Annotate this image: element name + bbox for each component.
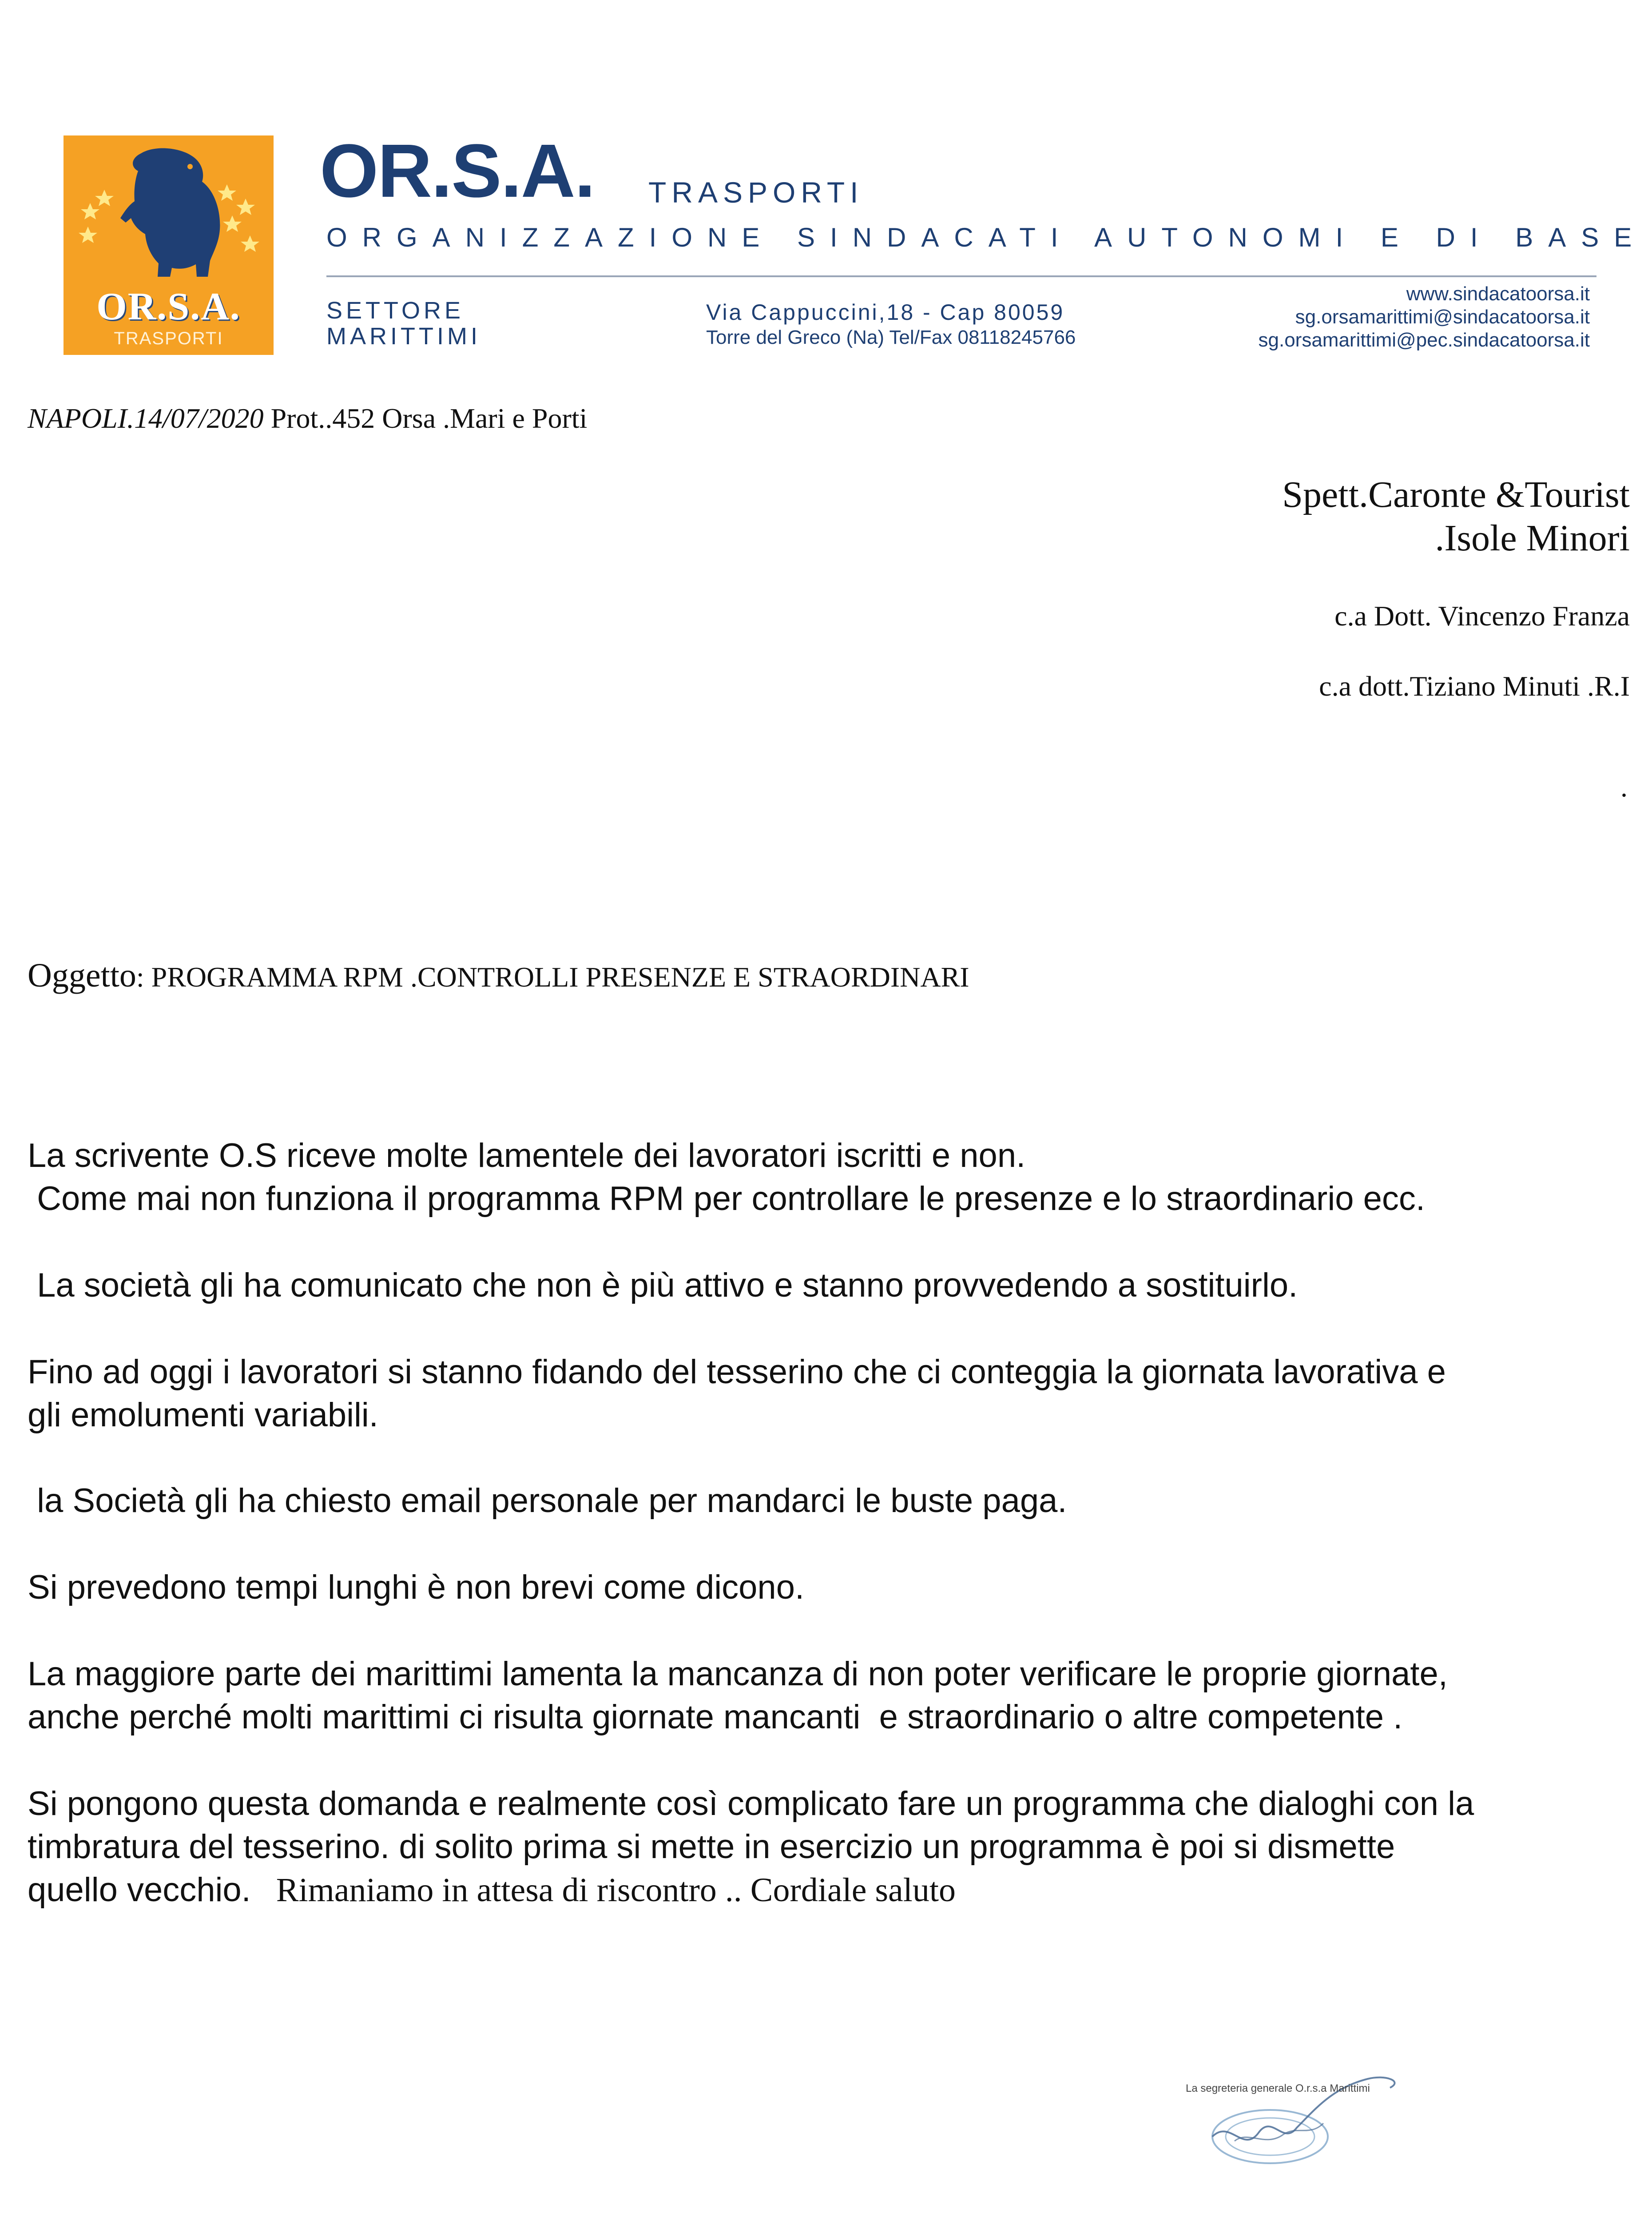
- paragraph-line: La società gli ha comunicato che non è più attivo e stanno provvedendo a sostituirlo.: [28, 1266, 1298, 1304]
- logo-text: OR.S.A.: [96, 285, 241, 328]
- stamp-label: La segreteria generale O.r.s.a Marittimi: [1186, 2082, 1370, 2094]
- paragraph-line: anche perché molti marittimi ci risulta giornate mancanti e straordinario o altre competente .: [28, 1698, 1403, 1736]
- sector-label-line1: SETTORE: [326, 297, 465, 324]
- sector-label-line2: MARITTIMI: [326, 323, 481, 350]
- brand-suffix: TRASPORTI: [648, 176, 864, 209]
- paragraph-line: La scrivente O.S riceve molte lamentele dei lavoratori iscritti e non.: [28, 1137, 1026, 1174]
- paragraph-line: quello vecchio.: [28, 1871, 251, 1909]
- letter-date: NAPOLI.14/07/2020: [28, 402, 264, 434]
- paragraph: [28, 1782, 1626, 1912]
- paragraph-line: La maggiore parte dei marittimi lamenta la mancanza di non poter verificare le proprie giornate,: [28, 1655, 1448, 1693]
- paragraph: [28, 1350, 1626, 1437]
- address-line2: Torre del Greco (Na) Tel/Fax 08118245766: [706, 326, 1076, 348]
- pec-email-link[interactable]: sg.orsamarittimi@pec.sindacatoorsa.it: [1258, 329, 1590, 351]
- paragraph: [28, 1134, 1626, 1220]
- recipient-division: .Isole Minori: [1435, 517, 1630, 559]
- paragraph: [28, 1479, 1626, 1522]
- logo-subtext: TRASPORTI: [114, 329, 223, 348]
- paragraph: [28, 1264, 1626, 1307]
- paragraph: [28, 1652, 1626, 1739]
- paragraph-line: Come mai non funziona il programma RPM per controllare le presenze e lo straordinario ecc.: [28, 1180, 1425, 1218]
- recipient-company: Spett.Caronte &Tourist: [1282, 474, 1630, 515]
- paragraph-line: Si pongono questa domanda e realmente così complicato fare un programma che dialoghi con la: [28, 1785, 1474, 1823]
- date-protocol-line: [28, 402, 587, 435]
- signature-stamp: [1181, 2070, 1492, 2172]
- brand-name: OR.S.A.: [320, 129, 595, 213]
- address-line1: Via Cappuccini,18 - Cap 80059: [706, 300, 1065, 325]
- subject-line: [28, 956, 969, 995]
- recipient-trailing-dot: .: [1620, 771, 1628, 803]
- recipient-attention-2: c.a dott.Tiziano Minuti .R.I: [1319, 670, 1630, 702]
- subject-label: Oggetto: [28, 957, 136, 994]
- protocol-number: Prot..452 Orsa .Mari e Porti: [263, 402, 588, 434]
- paragraph-line: Si prevedono tempi lunghi è non brevi come dicono.: [28, 1568, 805, 1606]
- website-link[interactable]: www.sindacatoorsa.it: [1406, 283, 1590, 305]
- paragraph-line: gli emolumenti variabili.: [28, 1396, 378, 1434]
- subject-text: : PROGRAMMA RPM .CONTROLLI PRESENZE E STRAORDINARI: [136, 961, 969, 993]
- email-link[interactable]: sg.orsamarittimi@sindacatoorsa.it: [1295, 306, 1590, 328]
- paragraph: [28, 1566, 1626, 1609]
- orsa-logo: [64, 135, 274, 355]
- paragraph-line: la Società gli ha chiesto email personale per mandarci le buste paga.: [28, 1482, 1067, 1520]
- letterhead-divider: [326, 275, 1596, 277]
- paragraph-line: Fino ad oggi i lavoratori si stanno fidando del tesserino che ci conteggia la giornata lavorativa e: [28, 1353, 1446, 1391]
- paragraph-line: timbratura del tesserino. di solito prima si mette in esercizio un programma è poi si dismette: [28, 1828, 1395, 1866]
- recipient-attention-1: c.a Dott. Vincenzo Franza: [1334, 600, 1630, 632]
- closing-salutation: Rimaniamo in attesa di riscontro .. Cordiale saluto: [250, 1871, 956, 1909]
- organization-full-name: ORGANIZZAZIONE SINDACATI AUTONOMI E DI BASE: [326, 223, 1647, 252]
- paragraph-final-line: [28, 1868, 1626, 1912]
